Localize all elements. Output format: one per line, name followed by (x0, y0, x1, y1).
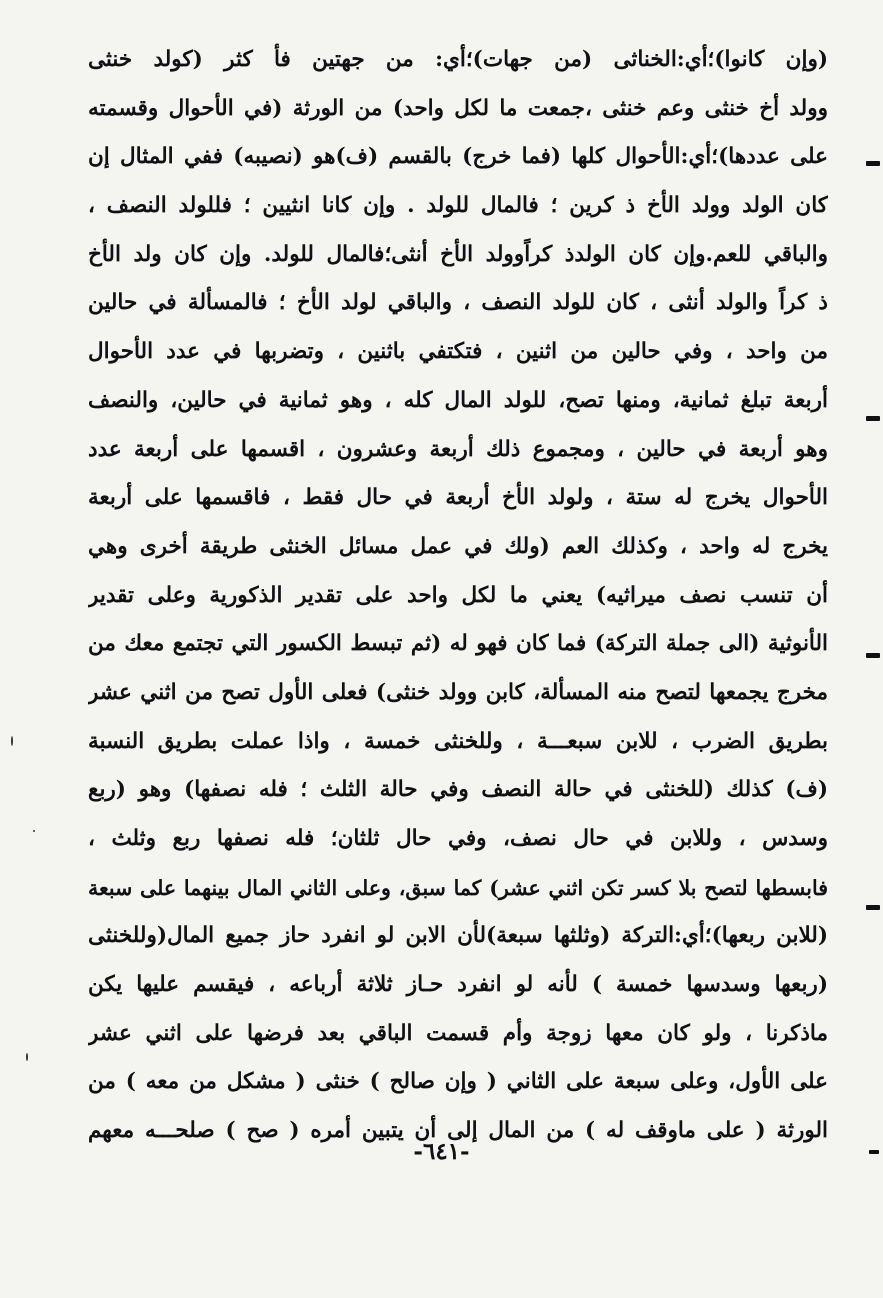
page-number: -٦٤١- (413, 1138, 470, 1165)
text-line: ذ كراً والولد أنثى ، كان للولد النصف ، والباقي لولد الأخ ؛ فالمسألة في حالين (88, 290, 828, 316)
text-line: وسدس ، وللابن في حال نصف، وفي حال ثلثان؛ فله نصفها ربع وثلث ، (88, 826, 828, 851)
text-line: (ف) كذلك (للخنثى في حالة النصف وفي حالة الثلث ؛ فله نصفها) وهو (ربع (88, 777, 828, 803)
text-line: فابسطها لتصح بلا كسر تكن اثني عشر) كما سبق، وعلى الثاني المال بينهما على سبعة (88, 875, 828, 900)
text-line: كان الولد وولد الأخ ذ كرين ؛ فالمال للولد . وإن كانا انثيين ؛ فللولد النصف ، (88, 193, 828, 219)
text-line: وهو أربعة في حالين ، ومجموع ذلك أربعة وعشرون ، اقسمها على أربعة عدد (88, 436, 828, 462)
margin-mark (866, 653, 880, 658)
margin-mark (869, 1150, 879, 1154)
text-line: (وإن كانوا)؛أي:الخناثى (من جهات)؛أي: من جهتين فأ كثر (كولد خنثى (88, 47, 828, 72)
text-line: (للابن ربعها)؛أي:التركة (وثلثها سبعة)لأن الابن لو انفرد حاز جميع المال(وللخنثى (88, 923, 828, 949)
margin-mark (866, 905, 880, 910)
text-line: الأحوال يخرج له ستة ، ولولد الأخ أربعة في حال فقط ، فاقسمها على أربعة (88, 485, 828, 511)
text-line: يخرج له واحد ، وكذلك العم (ولك في عمل مسائل الخنثى طريقة أخرى وهي (88, 533, 828, 559)
margin-mark (866, 416, 880, 421)
text-line: على الأول، وعلى سبعة على الثاني ( وإن صالح ) خنثى ( مشكل من معه ) من (88, 1069, 828, 1095)
text-line: الورثة ( على ماوقف له ) من المال إلى أن يتبين أمره ( صح ) صلحـــه معهم (88, 1118, 828, 1144)
text-line: أن تنسب نصف ميراثيه) يعني ما لكل واحد على تقدير الذكورية وعلى تقدير (88, 582, 828, 608)
text-line: بطريق الضرب ، للابن سبعـــة ، وللخنثى خمسة ، واذا عملت بطريق النسبة (88, 728, 828, 754)
text-line: وولد أخ خنثى وعم خنثى ،جمعت ما لكل واحد) من الورثة (في الأحوال وقسمته (88, 95, 828, 121)
text-line: من واحد ، وفي حالين من اثنين ، فتكتفي باثنين ، وتضربها في عدد الأحوال (88, 339, 828, 365)
text-line: أربعة تبلغ ثمانية، ومنها تصح، للولد المال كله ، وهو ثمانية في حالين، والنصف (88, 387, 828, 413)
text-line: والباقي للعم.وإن كان الولدذ كراًوولد الأخ أنثى؛فالمال للولد. وإن كان ولد الأخ (88, 241, 828, 267)
text-line: (ربعها وسدسها خمسة ) لأنه لو انفرد حـاز ثلاثة أرباعه ، فيقسم عليها يكن (88, 972, 828, 998)
scan-speck (33, 830, 35, 832)
body-text (88, 36, 828, 1156)
scan-speck (11, 736, 13, 746)
text-line: الأنوثية (الى جملة التركة) فما كان فهو له (ثم تبسط الكسور التي تجتمع معك من (88, 631, 828, 657)
margin-mark (866, 161, 880, 166)
scan-speck (26, 1053, 28, 1061)
text-line: مخرج يجمعها لتصح منه المسألة، كابن وولد خنثى) فعلى الأول تصح من اثني عشر (88, 679, 828, 705)
text-line: ماذكرنا ، ولو كان معها زوجة وأم قسمت الباقي بعد فرضها على اثني عشر (88, 1020, 828, 1046)
text-line: على عددها)؛أي:الأحوال كلها (فما خرج) بالقسم (ف)هو (نصيبه) ففي المثال إن (88, 144, 828, 170)
